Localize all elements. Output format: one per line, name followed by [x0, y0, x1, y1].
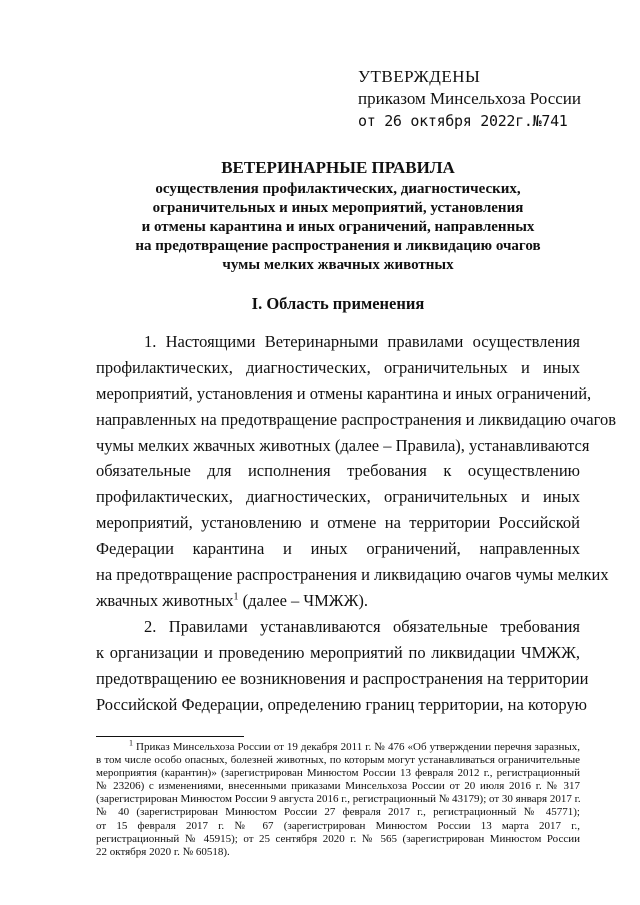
- approval-date-number: от 26 октября 2022г.№741: [358, 112, 568, 130]
- footnote-line: 22 октября 2020 г. № 60518).: [96, 845, 230, 858]
- footnote-text: Приказ Минсельхоза России от 19 декабря 2011 г. № 476 «Об утверждении перечня заразных,: [133, 741, 580, 753]
- footnote-line: от 15 февраля 2017 г. № 67 (зарегистрирован Минюстом России 13 марта 2017 г.,: [96, 819, 580, 832]
- paragraph-line: мероприятий, установлению и отмене на территории Российской: [96, 513, 580, 533]
- paragraph-last-line: [96, 588, 580, 614]
- paragraph-line: Российской Федерации, определению границ территории, на которую: [96, 694, 588, 714]
- section-heading: I. Область применения: [251, 294, 425, 313]
- footnote-line: (зарегистрирован Минюстом России 9 августа 2016 г., регистрационный № 43179); от 30 января 2017 г.: [96, 793, 581, 806]
- footnote-line: [96, 738, 580, 754]
- paragraph-line: 2. Правилами устанавливаются обязательные требования: [144, 617, 580, 636]
- paragraph-text: (далее – ЧМЖЖ).: [238, 590, 368, 610]
- title-main: ВЕТЕРИНАРНЫЕ ПРАВИЛА: [221, 158, 455, 177]
- paragraph-line: на предотвращение распространения и ликвидацию очагов чумы мелких: [96, 565, 609, 585]
- approval-order-line: приказом Минсельхоза России: [358, 89, 581, 108]
- paragraph-line: чумы мелких жвачных животных (далее – Правила), устанавливаются: [96, 435, 590, 455]
- paragraph-2: [96, 614, 589, 718]
- title-line: и отмены карантина и иных ограничений, направленных: [141, 219, 535, 235]
- paragraph-line: профилактических, диагностических, ограничительных и иных: [96, 487, 580, 507]
- paragraph-line: к организации и проведению мероприятий по ликвидации ЧМЖЖ,: [96, 642, 580, 662]
- paragraph-line: направленных на предотвращение распространения и ликвидацию очагов: [96, 409, 616, 429]
- footnote: [96, 738, 581, 859]
- footnote-reference[interactable]: 1: [233, 591, 239, 603]
- paragraph-line: обязательные для исполнения требования к осуществлению: [96, 461, 580, 481]
- title-line: на предотвращение распространения и ликвидацию очагов: [135, 238, 541, 254]
- footnote-line: в том числе особо опасных, болезней животных, по которым могут устанавливаться ограничительные: [96, 754, 580, 767]
- approval-block: [358, 66, 581, 132]
- title-line: осуществления профилактических, диагностических,: [155, 181, 521, 197]
- footnote-line: № 23206) с изменениями, внесенными приказами Минсельхоза России от 20 июля 2016 г. № 317: [96, 780, 580, 793]
- paragraph-1: [96, 329, 616, 614]
- document-title: [96, 158, 580, 275]
- paragraph-text: жвачных животных: [96, 590, 234, 610]
- paragraph-line: 1. Настоящими Ветеринарными правилами осуществления: [144, 332, 580, 351]
- footnote-divider: [96, 736, 244, 737]
- footnote-line: мероприятия (карантин)» (зарегистрирован Минюстом России 13 февраля 2012 г., регистрационный: [96, 767, 580, 780]
- footnote-mark: 1: [129, 738, 133, 748]
- title-line: ограничительных и иных мероприятий, установления: [152, 200, 524, 216]
- approval-heading: УТВЕРЖДЕНЫ: [358, 67, 481, 86]
- paragraph-line: предотвращению ее возникновения и распространения на территории: [96, 668, 589, 688]
- paragraph-line: Федерации карантина и иных ограничений, направленных: [96, 539, 580, 559]
- title-line: чумы мелких жвачных животных: [222, 257, 454, 273]
- footnote-line: регистрационный № 45915); от 25 сентября 2020 г. № 565 (зарегистрирован Минюстом России: [96, 832, 580, 845]
- paragraph-line: профилактических, диагностических, ограничительных и иных: [96, 357, 580, 377]
- paragraph-line: мероприятий, установления и отмены карантина и иных ограничений,: [96, 383, 592, 403]
- footnote-line: № 40 (зарегистрирован Минюстом России 27 февраля 2017 г., регистрационный № 45771);: [96, 806, 580, 819]
